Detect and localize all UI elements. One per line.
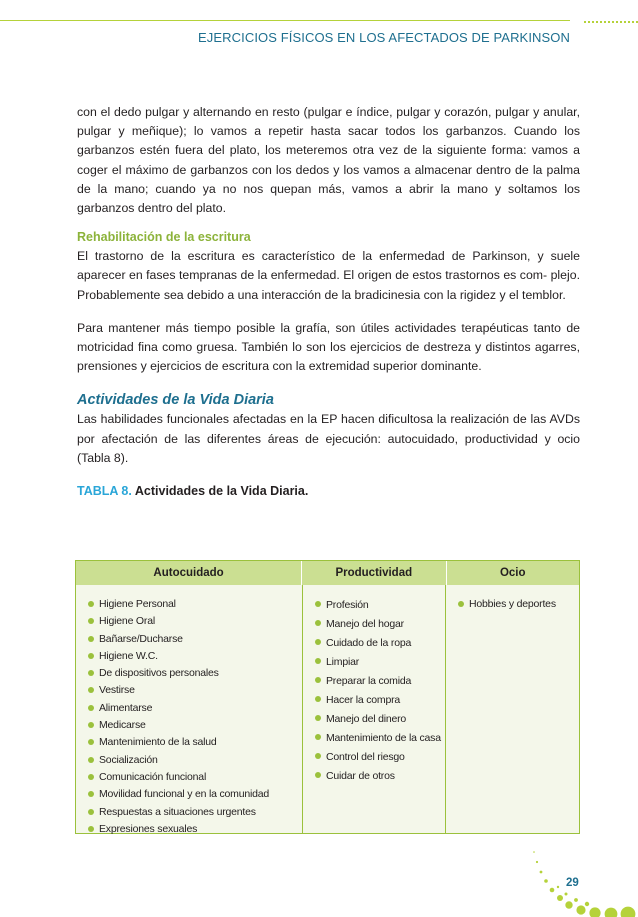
paragraph-garbanzos	[77, 103, 580, 218]
list-item: Control del riesgo	[315, 748, 445, 767]
list-item: De dispositivos personales	[88, 665, 302, 682]
header-autocuidado: Autocuidado	[153, 567, 224, 579]
list-item: Comunicación funcional	[88, 769, 302, 786]
column-ocio	[446, 585, 579, 833]
list-item: Cuidar de otros	[315, 767, 445, 786]
list-item: Manejo del hogar	[315, 615, 445, 634]
list-item: Respuestas a situaciones urgentes	[88, 804, 302, 821]
list-item: Hacer la compra	[315, 691, 445, 710]
text-line: de motricidad fina como gruesa. También lo son los ejercicios de destreza y distintos	[77, 320, 580, 355]
paragraph-avd	[77, 410, 580, 468]
text-line: Las habilidades funcionales afectadas en la EP hacen dificultosa la realización de las	[77, 412, 547, 427]
section-title-avd: Actividades de la Vida Diaria	[77, 392, 274, 409]
text-line: a coger el máximo de garbanzos con los dedos y los vamos a almacenar dentro de la	[77, 143, 580, 177]
text-line: anular, pulgar y meñique); lo vamos a repetir hasta sacar todos los garbanzos. Cuando	[77, 105, 580, 139]
list-item: Preparar la comida	[315, 672, 445, 691]
list-item: Manejo del dinero	[315, 710, 445, 729]
table-header-row	[76, 561, 579, 585]
text-line: AVDs por afectación de las diferentes áreas de ejecución: autocuidado, productividad	[77, 412, 580, 446]
list-item: Mantenimiento de la casa	[315, 729, 445, 748]
paragraph-grafia	[77, 319, 580, 377]
activities-table	[75, 560, 580, 834]
text-line: los garbanzos estén fuera del plato, los meteremos otra vez de la siguiente forma: vamos	[77, 124, 580, 158]
text-line: los garbanzos dentro del plato.	[77, 181, 580, 216]
text-line: aparecer en fases tempranas de la enfermedad. El origen de estos trastornos es com-	[77, 268, 548, 283]
list-item: Socialización	[88, 752, 302, 769]
text-line: palma de la mano; cuando ya no nos quepan más, vamos a abrir la mano y soltamos	[77, 162, 581, 196]
list-item: Medicarse	[88, 717, 302, 734]
header-dotted-rule	[584, 17, 638, 23]
text-line: el temblor.	[509, 287, 566, 302]
list-item: Cuidado de la ropa	[315, 634, 445, 653]
header-ocio: Ocio	[499, 567, 526, 579]
text-line: agarres, prensiones y ejercicios de escritura con la extremidad superior dominante.	[77, 340, 580, 374]
text-line: con el dedo pulgar y alternando en resto (pulgar e índice, pulgar y corazón, pulgar y	[77, 105, 540, 119]
table-caption	[77, 482, 580, 500]
list-item: Expresiones sexuales	[88, 821, 302, 838]
subheading-escritura: Rehabilitación de la escritura	[77, 230, 251, 245]
column-productividad	[302, 585, 446, 833]
list-item: Bañarse/Ducharse	[88, 631, 302, 648]
text-line: y ocio (Tabla 8).	[77, 431, 580, 465]
paragraph-escritura	[77, 247, 580, 305]
column-autocuidado	[76, 585, 302, 833]
page-number: 29	[566, 877, 579, 889]
list-item: Movilidad funcional y en la comunidad	[88, 786, 302, 803]
table-body-row	[76, 585, 579, 833]
page-content	[77, 103, 580, 500]
table-caption-number: TABLA 8.	[77, 484, 132, 499]
list-item: Alimentarse	[88, 700, 302, 717]
list-item: Hobbies y deportes	[458, 596, 579, 613]
running-header: EJERCICIOS FÍSICOS EN LOS AFECTADOS DE PARKINSON	[198, 30, 570, 45]
header-rule	[0, 20, 570, 21]
table-caption-text: Actividades de la Vida Diaria.	[134, 484, 309, 499]
decorative-dots-graphic	[530, 838, 638, 917]
header-productividad: Productividad	[301, 561, 446, 585]
text-line: El trastorno de la escritura es característico de la enfermedad de Parkinson, y suele	[77, 249, 580, 264]
list-item: Higiene Personal	[88, 596, 302, 613]
list-item: Higiene W.C.	[88, 648, 302, 665]
list-item: Limpiar	[315, 653, 445, 672]
list-item: Vestirse	[88, 682, 302, 699]
text-line: Para mantener más tiempo posible la grafía, son útiles actividades terapéuticas tanto	[77, 320, 562, 335]
text-line: plejo. Probablemente sea debido a una interacción de la bradicinesia con la rigidez y	[77, 268, 580, 302]
list-item: Higiene Oral	[88, 613, 302, 630]
list-item: Mantenimiento de la salud	[88, 734, 302, 751]
list-item: Profesión	[315, 596, 445, 615]
